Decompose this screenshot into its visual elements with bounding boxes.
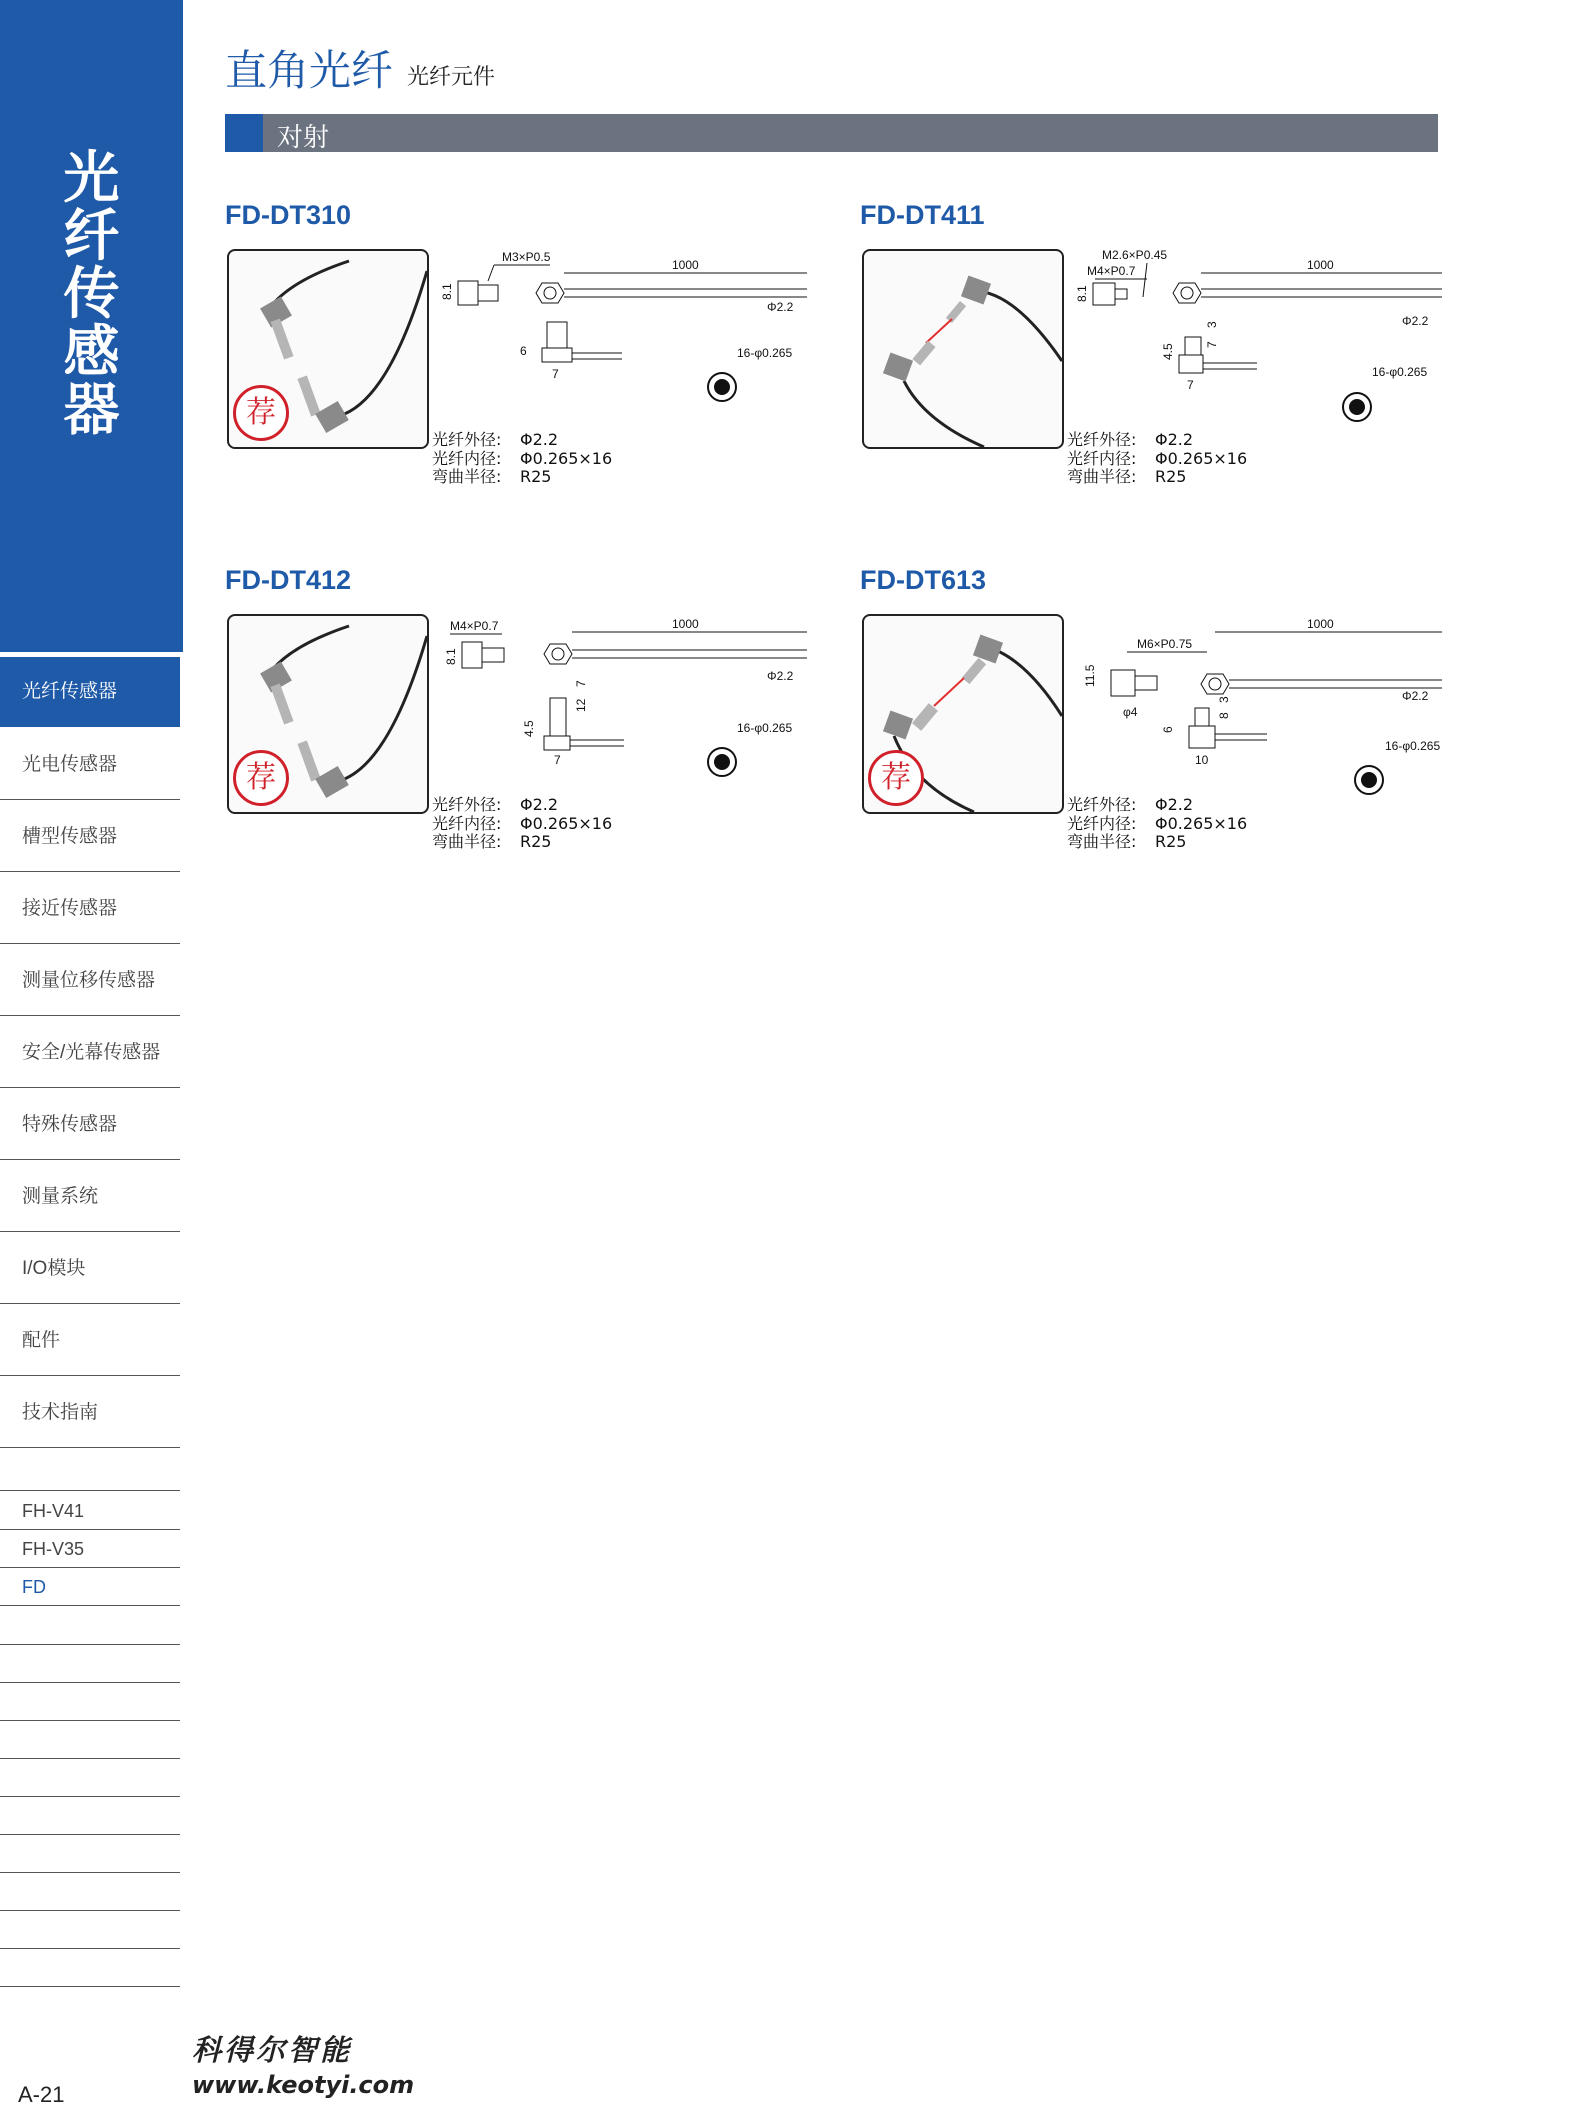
nav-item-special[interactable]: 特殊传感器 (0, 1090, 180, 1160)
dimension-drawing (432, 612, 822, 792)
divider (0, 1490, 180, 1491)
svg-text:Φ2.2: Φ2.2 (767, 669, 794, 683)
svg-text:8.1: 8.1 (440, 283, 454, 300)
spec-label: 光纤内径: (432, 813, 502, 833)
svg-text:3: 3 (1205, 321, 1219, 328)
svg-text:4.5: 4.5 (522, 720, 536, 737)
nav-item-guide[interactable]: 技术指南 (0, 1378, 180, 1448)
svg-text:8.1: 8.1 (444, 648, 458, 665)
divider (0, 1986, 180, 1987)
sidebar-vertical-title (0, 146, 183, 443)
svg-text:1000: 1000 (1307, 617, 1334, 631)
svg-text:M2.6×P0.45: M2.6×P0.45 (1102, 248, 1168, 262)
section-label: 对射 (277, 123, 330, 153)
spec-list (1067, 431, 1247, 487)
recommended-badge: 荐 (233, 750, 289, 806)
svg-text:16-φ0.265: 16-φ0.265 (737, 346, 793, 360)
nav-item-fiber-sensor[interactable]: 光纤传感器 (0, 657, 180, 727)
spec-value: Φ0.265×16 (1155, 448, 1248, 468)
model-title: FD-DT310 (225, 200, 352, 230)
svg-text:1000: 1000 (1307, 258, 1334, 272)
vertical-char: 感 (63, 320, 120, 385)
spec-value: Φ2.2 (520, 795, 559, 814)
spec-value: R25 (1155, 832, 1187, 851)
dimension-drawing (432, 245, 822, 425)
model-title: FD-DT613 (860, 565, 987, 595)
svg-text:Φ2.2: Φ2.2 (1402, 689, 1429, 703)
spec-label: 光纤内径: (1067, 813, 1137, 833)
section-accent (225, 114, 263, 152)
svg-text:M4×P0.7: M4×P0.7 (450, 619, 499, 633)
model-title: FD-DT411 (860, 200, 985, 230)
svg-text:12: 12 (574, 698, 588, 712)
dimension-drawing (1067, 245, 1457, 425)
svg-text:4.5: 4.5 (1161, 343, 1175, 360)
brand-logo (192, 2028, 414, 2099)
spec-value: Φ2.2 (1155, 430, 1194, 449)
spec-label: 弯曲半径: (1067, 467, 1137, 486)
divider (0, 1720, 180, 1721)
svg-text:16-φ0.265: 16-φ0.265 (1385, 739, 1441, 753)
nav-item-proximity[interactable]: 接近传感器 (0, 874, 180, 944)
spec-value: R25 (520, 467, 552, 486)
svg-text:8.1: 8.1 (1075, 285, 1089, 302)
spec-label: 光纤内径: (432, 448, 502, 468)
divider (0, 1948, 180, 1949)
svg-text:6: 6 (1161, 726, 1175, 733)
svg-text:11.5: 11.5 (1083, 664, 1097, 687)
sub-item-fd[interactable]: FD (0, 1568, 180, 1606)
svg-text:Φ2.2: Φ2.2 (1402, 314, 1429, 328)
svg-text:16-φ0.265: 16-φ0.265 (1372, 365, 1428, 379)
spec-list (1067, 796, 1247, 852)
vertical-char: 纤 (63, 204, 120, 269)
model-title: FD-DT412 (225, 565, 352, 595)
svg-text:6: 6 (520, 344, 527, 358)
svg-text:7: 7 (554, 753, 561, 767)
product-photo (227, 249, 429, 449)
vertical-char: 传 (63, 262, 120, 327)
spec-label: 弯曲半径: (432, 467, 502, 486)
spec-label: 光纤外径: (1067, 795, 1137, 814)
spec-value: Φ2.2 (520, 430, 559, 449)
divider (0, 1758, 180, 1759)
fiber-illustration (864, 251, 1062, 447)
spec-list (432, 796, 612, 852)
page-subtitle: 光纤元件 (407, 65, 496, 90)
svg-text:1000: 1000 (672, 258, 699, 272)
brand-name: 科得尔智能 (192, 2033, 353, 2067)
svg-text:φ4: φ4 (1123, 705, 1138, 719)
spec-label: 弯曲半径: (432, 832, 502, 851)
svg-text:8: 8 (1217, 712, 1231, 719)
spec-list (432, 431, 612, 487)
sidebar-header (0, 0, 183, 652)
product-photo (227, 614, 429, 814)
svg-text:10: 10 (1195, 753, 1209, 767)
page-title: 直角光纤 (225, 46, 394, 95)
divider (0, 1834, 180, 1835)
vertical-char: 光 (63, 146, 120, 211)
svg-text:1000: 1000 (672, 617, 699, 631)
page-number: A-21 (18, 2082, 65, 2107)
divider (0, 1796, 180, 1797)
svg-text:3: 3 (1217, 696, 1231, 703)
svg-text:Φ2.2: Φ2.2 (767, 300, 794, 314)
spec-value: Φ0.265×16 (520, 813, 613, 833)
product-photo (862, 614, 1064, 814)
vertical-char: 器 (63, 378, 120, 443)
svg-text:M4×P0.7: M4×P0.7 (1087, 264, 1136, 278)
sub-item-fh-v35[interactable]: FH-V35 (0, 1530, 180, 1568)
spec-value: R25 (1155, 467, 1187, 486)
spec-value: Φ2.2 (1155, 795, 1194, 814)
product-photo (862, 249, 1064, 449)
nav-item-photoelectric[interactable]: 光电传感器 (0, 730, 180, 800)
spec-label: 光纤外径: (432, 795, 502, 814)
spec-label: 光纤外径: (432, 430, 502, 449)
divider (0, 1910, 180, 1911)
svg-text:16-φ0.265: 16-φ0.265 (737, 721, 793, 735)
nav-item-safety[interactable]: 安全/光幕传感器 (0, 1018, 180, 1088)
divider (0, 1682, 180, 1683)
section-bar (225, 114, 1438, 152)
svg-text:7: 7 (1205, 341, 1219, 348)
svg-text:7: 7 (1187, 378, 1194, 392)
spec-value: Φ0.265×16 (1155, 813, 1248, 833)
spec-label: 光纤外径: (1067, 430, 1137, 449)
sub-item-fh-v41[interactable]: FH-V41 (0, 1492, 180, 1530)
nav-item-displacement[interactable]: 测量位移传感器 (0, 946, 180, 1016)
spec-value: R25 (520, 832, 552, 851)
svg-text:7: 7 (574, 680, 588, 687)
nav-item-slot[interactable]: 槽型传感器 (0, 802, 180, 872)
spec-label: 弯曲半径: (1067, 832, 1137, 851)
svg-text:M3×P0.5: M3×P0.5 (502, 250, 551, 264)
spec-value: Φ0.265×16 (520, 448, 613, 468)
recommended-badge: 荐 (233, 385, 289, 441)
nav-item-accessories[interactable]: 配件 (0, 1306, 180, 1376)
svg-text:7: 7 (552, 367, 559, 381)
spec-label: 光纤内径: (1067, 448, 1137, 468)
brand-url[interactable]: www.keotyi.com (192, 2071, 415, 2099)
dimension-drawing (1067, 612, 1457, 802)
divider (0, 1872, 180, 1873)
svg-text:M6×P0.75: M6×P0.75 (1137, 637, 1193, 651)
nav-item-measurement[interactable]: 测量系统 (0, 1162, 180, 1232)
recommended-badge: 荐 (868, 750, 924, 806)
nav-item-io[interactable]: I/O模块 (0, 1234, 180, 1304)
divider (0, 1644, 180, 1645)
